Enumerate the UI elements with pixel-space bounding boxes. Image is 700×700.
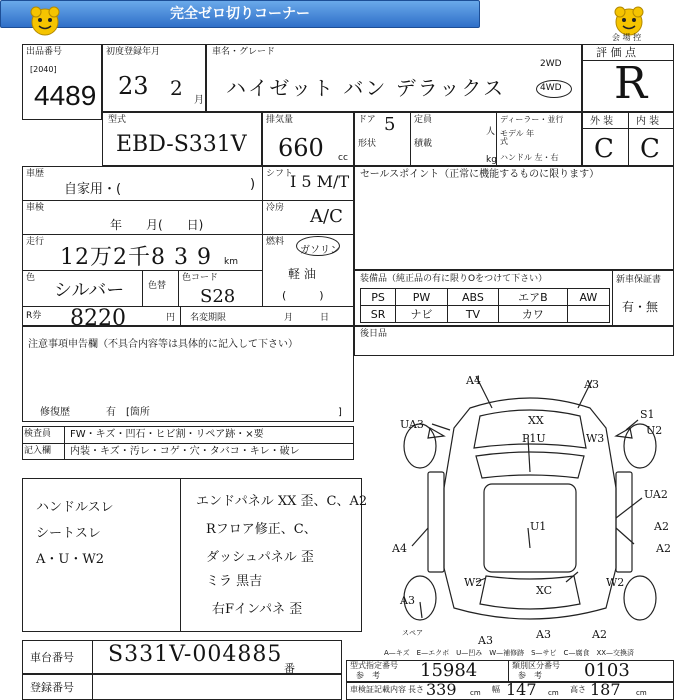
mark-spare: スペア	[402, 629, 423, 637]
color-value: シルバー	[54, 280, 125, 301]
mark-a3-bottom1: A3	[478, 634, 493, 647]
disp-unit: cc	[338, 153, 348, 163]
dim-unit-len: cm	[470, 689, 481, 697]
lot-label: 出品番号	[26, 47, 63, 57]
history-line2	[22, 234, 262, 235]
inspect-label: 車検	[26, 203, 45, 213]
door-label: ドア	[358, 115, 376, 125]
remark-left-1: ハンドルスレ	[36, 500, 114, 515]
mark-xx: XX	[528, 414, 544, 427]
recycle-divider	[180, 306, 181, 326]
score-value: R	[614, 58, 648, 109]
equipment-table	[360, 288, 610, 323]
equip-pw: PW	[396, 289, 448, 306]
reg-month: 2	[170, 76, 183, 100]
equip-sr: SR	[361, 306, 396, 323]
recycle-label: R券	[26, 311, 42, 321]
repair-value: 有 [箇所	[106, 407, 150, 418]
dim-wid: 147	[506, 680, 537, 699]
equip-aw: AW	[567, 289, 609, 306]
mark-u2: U2	[646, 424, 663, 437]
notice-label: 注意事項申告欄（不具合内容等は具体的に記入して下さい）	[28, 339, 298, 350]
mileage-label: 走行	[26, 237, 45, 247]
class-sub: 参 考	[518, 671, 542, 680]
color-code-label: 色コード	[182, 273, 219, 283]
banner-title: 完全ゼロ切りコーナー	[0, 0, 480, 28]
warranty-value: 有・無	[622, 300, 659, 314]
reg-label: 初度登録年月	[106, 47, 161, 57]
color-label: 色	[26, 273, 36, 283]
fuel-gas: ガソリン	[300, 245, 340, 256]
ac-label: 冷房	[266, 203, 285, 213]
type-sub: 参 考	[356, 671, 380, 680]
name-value: ハイゼット バン デラックス	[226, 76, 506, 100]
vehicle-damage-diagram	[380, 368, 680, 642]
disp-value: 660	[278, 134, 324, 162]
reg-year: 23	[118, 72, 149, 100]
mark-a3-bottom2: A3	[536, 628, 551, 641]
fuel-paren: ( )	[282, 289, 324, 302]
dim-len-label: 長さ	[408, 685, 424, 694]
remark-right-2: Rフロア修正、C、	[206, 522, 317, 537]
name-label: 車名・グレード	[212, 47, 276, 57]
recycle-value: 8220	[70, 306, 126, 331]
inspector-label1: 検査員	[24, 429, 52, 439]
class-value: 0103	[584, 660, 630, 681]
model-label: 型式	[108, 115, 127, 125]
inspector-hline	[22, 443, 354, 444]
fuel-label: 燃料	[266, 237, 285, 247]
equipment-label: 装備品（純正品の有に限りOをつけて下さい）	[360, 274, 548, 284]
color-code-value: S28	[200, 286, 236, 307]
name-change-label: 名変期限	[190, 313, 227, 323]
repair-label: 修復歴	[40, 407, 70, 418]
score-label: 評 価 点	[596, 46, 636, 59]
drive-2wd: 2WD	[540, 59, 562, 69]
recycle-unit: 円	[166, 313, 176, 323]
model-year-label: モデル 年式	[500, 129, 535, 146]
reg-number-divider	[92, 674, 93, 700]
color-divider	[142, 270, 143, 306]
shift-label: シフト	[266, 169, 294, 179]
mark-a3-top: A3	[584, 378, 599, 391]
remark-left-3: A・U・W2	[36, 552, 104, 567]
history-vdivider	[262, 166, 263, 306]
remark-right-4: ミラ 黒吉	[206, 574, 263, 589]
chassis-value: S331V-004885	[108, 642, 283, 667]
mark-ua2: UA2	[644, 488, 668, 501]
lot-number: 4489	[34, 80, 97, 111]
remark-right-3: ダッシュパネル 歪	[206, 550, 314, 565]
ext-label: 外 装	[590, 116, 614, 127]
history-line1	[22, 200, 354, 201]
remark-right-5: 右Fインパネ 歪	[212, 602, 303, 617]
mark-w2-right: W2	[606, 576, 625, 589]
mark-w3: W3	[586, 432, 605, 445]
cert-label: 車検証記載内容	[350, 685, 406, 694]
equip-tv: TV	[447, 306, 498, 323]
ac-value: A/C	[310, 206, 343, 227]
mark-p1u: P1U	[522, 432, 546, 445]
rear-seat-box	[354, 326, 674, 356]
shift-value: I 5 M/T	[290, 172, 350, 191]
dim-len: 339	[426, 680, 457, 699]
chassis-divider	[92, 640, 93, 674]
sales-point-label: セールスポイント（正常に機能するものに限ります）	[360, 169, 600, 180]
repaint-label: 色替	[148, 281, 167, 291]
history-line2b	[262, 234, 354, 235]
reg-number-label: 登録番号	[30, 681, 74, 694]
chassis-stamp: 番	[284, 662, 295, 675]
corner-note: 会 場 控	[612, 33, 642, 42]
dim-hei: 187	[590, 680, 621, 699]
type-label: 型式指定番号	[350, 661, 398, 670]
color-divider2	[178, 270, 179, 306]
history-label: 車歴	[26, 169, 45, 179]
equip-navi: ナビ	[396, 306, 448, 323]
dim-unit-hei: cm	[636, 689, 647, 697]
ext-value: C	[594, 134, 614, 164]
mark-a4-top: A4	[466, 374, 481, 387]
name-change-value: 月 日	[284, 313, 330, 323]
rear-seat-label: 後日品	[360, 329, 388, 339]
equip-leather: カワ	[499, 306, 568, 323]
class-label: 類別区分番号	[512, 661, 560, 670]
capacity-label: 定員	[414, 115, 433, 125]
type-divider	[508, 660, 509, 682]
dealer-divider	[496, 112, 497, 166]
inspector-label2: 記入欄	[24, 446, 52, 456]
fuel-light: 軽 油	[288, 267, 316, 281]
int-label: 内 装	[636, 116, 660, 127]
reg-month-unit: 月	[194, 95, 204, 106]
sales-point-box	[354, 166, 674, 270]
dim-wid-label: 幅	[492, 685, 500, 694]
equip-blank	[567, 306, 609, 323]
disp-label: 排気量	[266, 115, 294, 125]
drive-4wd: 4WD	[540, 83, 562, 93]
history-value: 自家用・(	[64, 182, 122, 197]
equip-ps: PS	[361, 289, 396, 306]
mark-u1: U1	[530, 520, 547, 533]
type-value: 15984	[420, 660, 478, 681]
capacity-unit: 人	[486, 127, 496, 137]
mileage-value: 12万2千8 3 9	[60, 245, 212, 270]
lot-sub: [2040]	[30, 65, 57, 74]
load-unit: kg	[486, 155, 497, 165]
mark-s1: S1	[640, 408, 655, 421]
mark-a3-left: A3	[400, 594, 415, 607]
remark-left-2: シートスレ	[36, 526, 101, 541]
inspector-row1: FW・キズ・凹石・ヒビ割・リペア跡・×要	[70, 429, 264, 440]
mark-a2-right: A2	[654, 520, 669, 533]
remark-right-1: エンドパネル XX 歪、C、A2	[196, 494, 368, 509]
mark-a2-bottom: A2	[592, 628, 607, 641]
mark-a4-left: A4	[392, 542, 407, 555]
mark-xc: XC	[536, 584, 553, 597]
mascot-icon	[28, 4, 62, 38]
inspect-value: 年 月( 日)	[110, 218, 204, 232]
door-value: 5	[384, 114, 396, 135]
ext-int-divider	[628, 112, 629, 166]
diagram-legend: A—キズ E—エクボ U—凹み W—補修跡 S—サビ C—腐食 XX—交換済	[384, 649, 635, 657]
handle-label: ハンドル 左・右	[500, 153, 559, 162]
repair-end: ]	[338, 407, 342, 418]
mark-ua3: UA3	[400, 418, 424, 431]
ext-int-hline	[582, 128, 674, 129]
equip-abs: ABS	[447, 289, 498, 306]
shape-label: 形状	[358, 139, 377, 149]
dealer-label: ディーラー・並行	[500, 115, 564, 124]
warranty-label: 新車保証書	[616, 275, 662, 285]
int-value: C	[640, 134, 660, 164]
warranty-divider	[612, 270, 613, 326]
door-divider	[410, 112, 411, 166]
dim-unit-wid: cm	[548, 689, 559, 697]
mark-a2-right2: A2	[656, 542, 671, 555]
mileage-unit: km	[224, 257, 238, 267]
inspector-row2: 内装・キズ・汚レ・コゲ・穴・タバコ・キレ・破レ	[70, 446, 300, 457]
mark-w2-left: W2	[464, 576, 483, 589]
load-label: 積載	[414, 139, 433, 149]
dim-hei-label: 高さ	[570, 685, 586, 694]
equip-airbag: エアB	[499, 289, 568, 306]
model-value: EBD-S331V	[116, 132, 247, 157]
remarks-divider	[180, 478, 181, 632]
chassis-label: 車台番号	[30, 651, 74, 664]
